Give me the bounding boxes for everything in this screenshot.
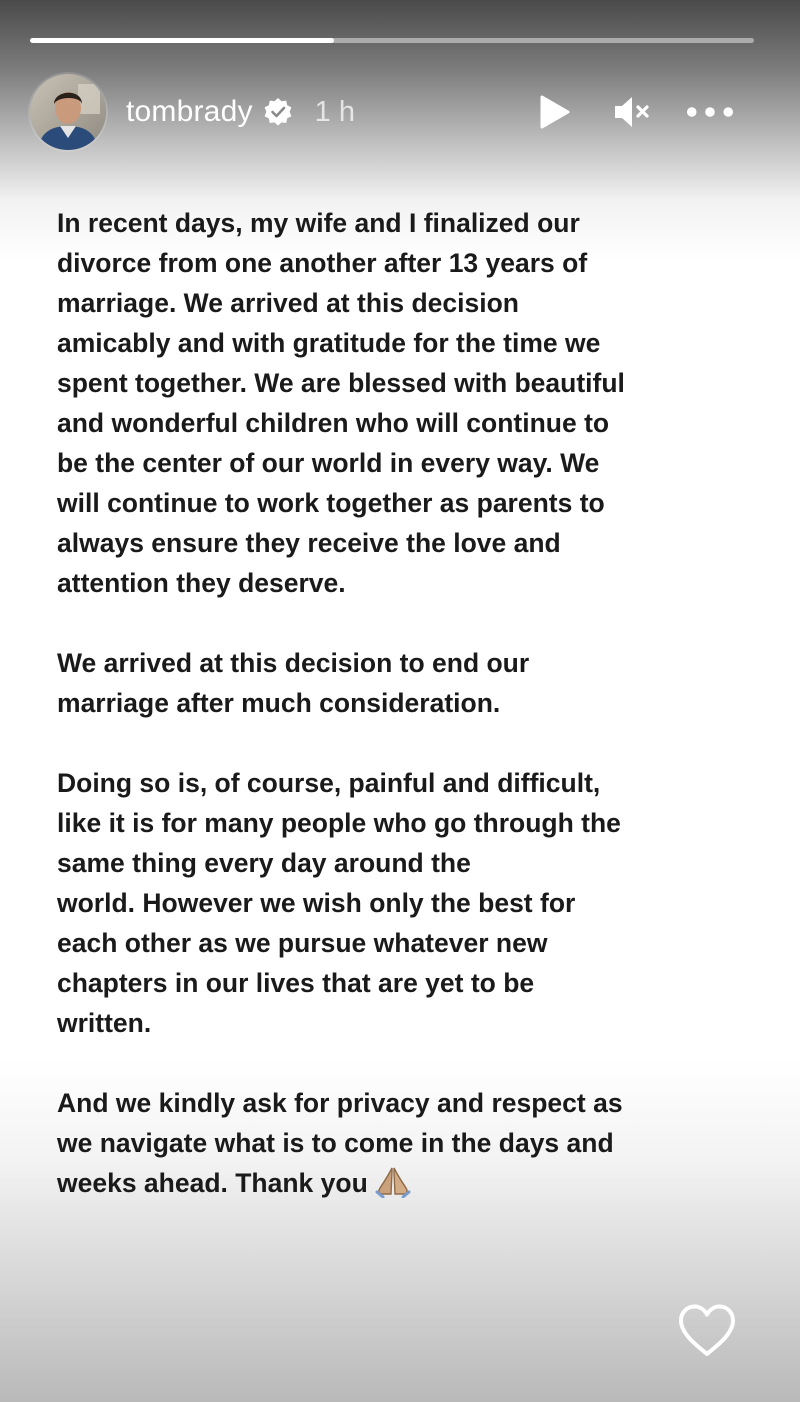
caption-line: be the center of our world in every way. We — [57, 448, 600, 478]
story-header — [30, 72, 770, 152]
story-controls — [500, 90, 734, 134]
username[interactable]: tombrady — [126, 95, 253, 128]
avatar-image — [30, 74, 106, 150]
play-icon — [537, 94, 571, 130]
post-timestamp: 1 h — [314, 95, 355, 128]
play-button[interactable] — [530, 90, 578, 134]
caption-line: marriage after much consideration. — [57, 688, 501, 718]
caption-line: We arrived at this decision to end our — [57, 648, 530, 678]
caption-line: same thing every day around the — [57, 848, 471, 878]
caption-line: always ensure they receive the love and — [57, 528, 561, 558]
caption-paragraph — [57, 643, 757, 723]
caption-line: written. — [57, 1008, 152, 1038]
folded-hands-emoji-icon — [374, 1164, 412, 1209]
caption-paragraph — [57, 1083, 757, 1209]
caption-line: And we kindly ask for privacy and respect as — [57, 1088, 623, 1118]
more-options-icon — [686, 106, 734, 118]
caption-line: marriage. We arrived at this decision — [57, 288, 519, 318]
verified-badge-icon — [263, 97, 293, 127]
story-progress-bar — [30, 38, 754, 43]
story-caption — [57, 203, 757, 1209]
muted-speaker-icon — [612, 94, 652, 130]
caption-line: amicably and with gratitude for the time we — [57, 328, 601, 358]
caption-line: attention they deserve. — [57, 568, 346, 598]
caption-line: spent together. We are blessed with beautiful — [57, 368, 625, 398]
caption-line: world. However we wish only the best for — [57, 888, 576, 918]
mute-button[interactable] — [608, 90, 656, 134]
caption-line: divorce from one another after 13 years of — [57, 248, 588, 278]
avatar[interactable] — [30, 74, 106, 150]
caption-line: Doing so is, of course, painful and difficult, — [57, 768, 601, 798]
caption-line: we navigate what is to come in the days and — [57, 1128, 614, 1158]
caption-line: chapters in our lives that are yet to be — [57, 968, 535, 998]
caption-line: like it is for many people who go through the — [57, 808, 621, 838]
caption-line: each other as we pursue whatever new — [57, 928, 548, 958]
caption-paragraph — [57, 763, 757, 1043]
caption-line: In recent days, my wife and I finalized our — [57, 208, 580, 238]
caption-paragraph — [57, 203, 757, 603]
caption-line: will continue to work together as parents to — [57, 488, 605, 518]
caption-line: and wonderful children who will continue to — [57, 408, 610, 438]
heart-outline-icon — [676, 1302, 738, 1360]
more-options-button[interactable] — [686, 90, 734, 134]
story-progress-fill — [30, 38, 334, 43]
like-button[interactable] — [676, 1302, 738, 1360]
caption-line: weeks ahead. Thank you — [57, 1163, 757, 1209]
